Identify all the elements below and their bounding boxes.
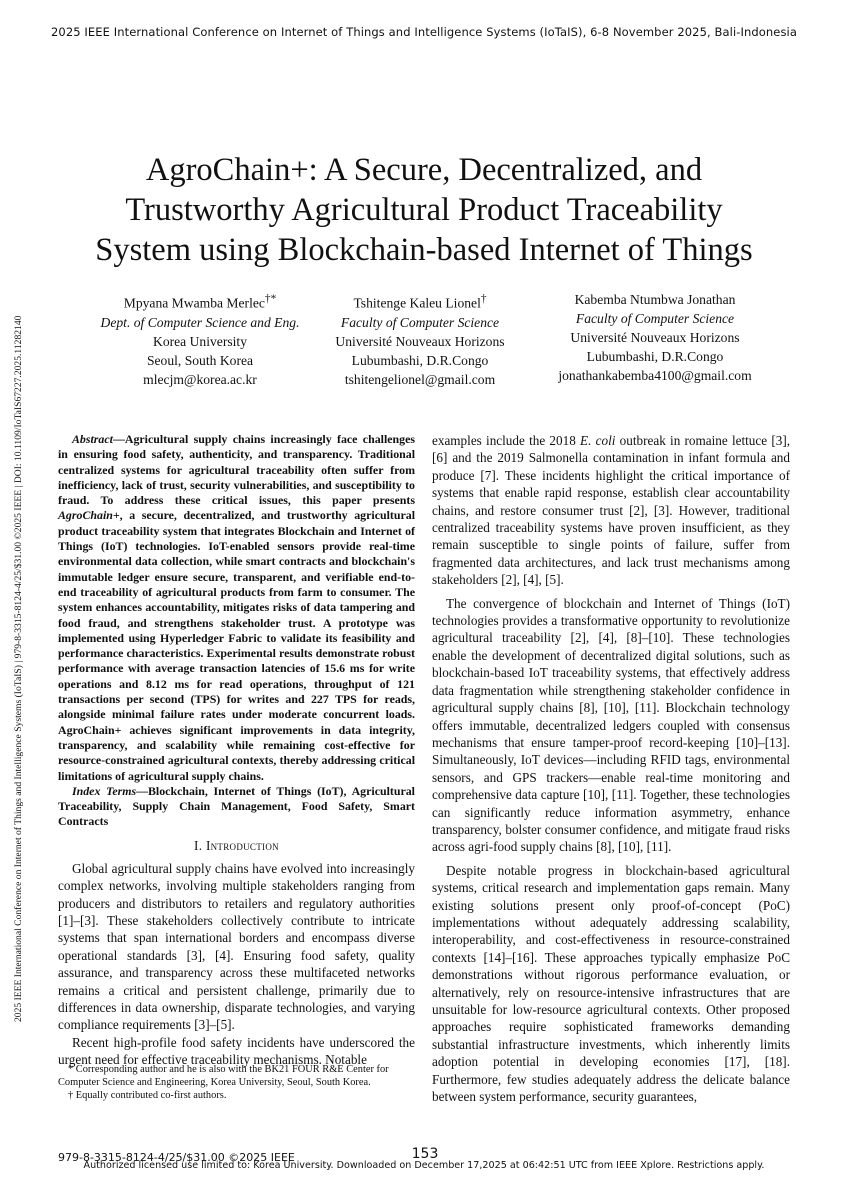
abstract-text-1: Agricultural supply chains increasingly face challenges in ensuring food safety, authenticity, and transparency. Traditional centralized systems for agricultural traceability often suffer from inefficiency, lack of trust, security vulnerabilities, and susceptibility to fraud. To address these critical issues, this paper presents xyxy=(58,432,415,508)
paper-title xyxy=(40,150,808,270)
left-column xyxy=(58,432,415,1069)
license-notice: Authorized licensed use limited to: Korea University. Downloaded on December 17,2025 at 06:42:51 UTC from IEEE Xplore. Restrictions apply. xyxy=(83,1160,765,1171)
paragraph: Global agricultural supply chains have evolved into increasingly complex networks, involving multiple stakeholders ranging from producers and distributors to retailers and regulatory authorities [1]–[3]. These stakeholders collectively contribute to intricate systems that span international borders and encompass diverse operational standards [3], [4]. Ensuring food safety, quality assurance, and transparency across these multifaceted networks remains a critical and persistent challenge, primarily due to differences in data ownership, disparate technologies, and varying compliance requirements [3]–[5]. xyxy=(58,860,415,1033)
author-block xyxy=(530,290,780,385)
right-column xyxy=(432,432,790,1105)
section-title: Introduction xyxy=(205,837,279,853)
title-line-1: AgroChain+: A Secure, Decentralized, and xyxy=(145,152,703,188)
author-city: Lubumbashi, D.R.Congo xyxy=(351,352,489,368)
paragraph xyxy=(432,432,790,589)
abstract xyxy=(58,432,415,784)
author-name: Mpyana Mwamba Merlec xyxy=(123,295,265,311)
author-mark: † xyxy=(480,293,487,305)
abstract-text-2: , a secure, decentralized, and trustworthy agricultural product traceability system that integrates Blockchain and Internet of Things (IoT) technologies. IoT-enabled sensors provide real-time environmental data collection, while smart contracts and blockchain's immutable ledger ensure secure, transparent, and verifiable end-to-end traceability of agricultural products from farm to consumer. The system enhances accountability, mitigates risks of data tampering and food fraud, and strengthens stakeholder trust. A prototype was implemented using Hyperledger Fabric to validate its feasibility and performance characteristics. Experimental results demonstrate robust performance with average transaction latencies of 15.6 ms for write operations and 8.12 ms for read operations, throughput of 121 transactions per second (TPS) for writes and 227 TPS for reads, alongside minimal failure rates under moderate concurrent loads. AgroChain+ achieves significant improvements in data integrity, transparency, and scalability while remaining cost-effective for resource-constrained agricultural contexts, thereby addressing critical limitations of agricultural supply chains. xyxy=(58,508,415,783)
author-city: Seoul, South Korea xyxy=(146,352,254,368)
title-line-3: System using Blockchain-based Internet of Things xyxy=(95,232,753,268)
paragraph-text: examples include the 2018 xyxy=(432,433,581,448)
author-email: jonathankabemba4100@gmail.com xyxy=(558,368,752,383)
author-name: Tshitenge Kaleu Lionel xyxy=(353,295,481,311)
abstract-dash: — xyxy=(112,432,125,446)
author-block xyxy=(70,290,330,389)
index-terms-label: Index Terms xyxy=(72,783,137,798)
paragraph: Despite notable progress in blockchain-based agricultural systems, critical research and implementation gaps remain. Many existing solutions present only proof-of-concept (PoC) implementations without adequately addressing scalability, interoperability, and cost-effectiveness in resource-constrained contexts [14]–[16]. These approaches typically emphasize PoC demonstrations without rigorous performance evaluation, or alternatively, rely on resource-intensive infrastructures that are unsuitable for low-resource agricultural contexts. Other proposed approaches require sophisticated frameworks demanding substantial infrastructure investments, which inherently limits adoption potential in developing economies [17], [18]. Furthermore, few studies adequately address the delicate balance between system performance, security guarantees, xyxy=(432,862,790,1105)
abstract-system-name: AgroChain+ xyxy=(58,508,120,523)
index-terms-dash: — xyxy=(136,783,148,798)
author-mark: †* xyxy=(264,293,277,305)
footer-isbn: 979-8-3315-8124-4/25/$31.00 ©2025 IEEE xyxy=(58,1151,295,1164)
author-name: Kabemba Ntumbwa Jonathan xyxy=(574,292,736,307)
author-org: Université Nouveaux Horizons xyxy=(570,330,740,345)
paragraph: Recent high-profile food safety incidents have underscored the urgent need for effective traceability mechanisms. Notable xyxy=(58,1034,415,1068)
page-number: 153 xyxy=(411,1146,439,1162)
section-heading xyxy=(58,838,415,854)
footnotes xyxy=(58,1063,415,1102)
title-line-2: Trustworthy Agricultural Product Traceability xyxy=(125,192,723,228)
paragraph-italic: E. coli xyxy=(580,433,616,448)
section-number: I. xyxy=(194,837,206,853)
conference-header: 2025 IEEE International Conference on Internet of Things and Intelligence Systems (IoTaIS), 6-8 November 2025, Bali-Indonesia xyxy=(50,25,798,39)
author-dept: Faculty of Computer Science xyxy=(575,311,735,326)
author-dept: Faculty of Computer Science xyxy=(340,314,500,330)
author-city: Lubumbashi, D.R.Congo xyxy=(586,349,724,364)
author-email: tshitengelionel@gmail.com xyxy=(344,371,496,387)
author-org: Université Nouveaux Horizons xyxy=(335,333,505,349)
abstract-label: Abstract xyxy=(72,432,113,446)
paragraph-text: outbreak in romaine lettuce [3], [6] and the 2019 Salmonella contamination in infant formula and produce [7]. These incidents highlight the critical importance of systems that enable rapid response, establish clear accountability chains, and restore consumer trust [2], [3]. However, traditional centralized traceability systems have proven insufficient, as they remain susceptible to single points of failure, suffer from fragmented data architectures, and lack trust mechanisms among stakeholders [2], [4], [5]. xyxy=(432,433,791,588)
author-email: mlecjm@korea.ac.kr xyxy=(143,371,257,387)
author-block xyxy=(300,290,540,389)
paragraph: The convergence of blockchain and Internet of Things (IoT) technologies provides a transformative opportunity to revolutionize agricultural traceability [2], [4], [8]–[10]. These technologies enable the development of decentralized digital solutions, such as blockchain-based IoT traceability systems, that effectively address data fragmentation while strengthening stakeholder confidence in agricultural supply chains [8], [10], [11]. Blockchain technology offers immutable, decentralized ledgers coupled with consensus mechanisms that ensure tamper-proof record-keeping [10]–[13]. Simultaneously, IoT devices—including RFID tags, environmental sensors, and GPS trackers—enable real-time monitoring and comprehensive data capture [10], [11]. Together, these technologies can significantly reduce information asymmetry, enhance transparency, bolster consumer confidence, and mitigate fraud risks across agri-food supply chains [8], [10], [11]. xyxy=(432,595,790,855)
author-dept: Dept. of Computer Science and Eng. xyxy=(100,314,300,330)
footnote: * Corresponding author and he is also with the BK21 FOUR R&E Center for Computer Science and Engineering, Korea University, Seoul, South Korea. xyxy=(58,1064,389,1088)
footnote: † Equally contributed co-first authors. xyxy=(68,1090,227,1101)
side-doi-note: 2025 IEEE International Conference on Internet of Things and Intelligence Systems (IoTaIS) | 979-8-3315-8124-4/25/$31.00 ©2025 IEEE | DOI: 10.1109/IoTaIS67227.2025.11282140 xyxy=(13,315,24,1022)
index-terms-text: Blockchain, Internet of Things (IoT), Agricultural Traceability, Supply Chain Management, Food Safety, Smart Contracts xyxy=(58,783,415,829)
index-terms xyxy=(58,784,415,830)
author-org: Korea University xyxy=(153,333,247,349)
